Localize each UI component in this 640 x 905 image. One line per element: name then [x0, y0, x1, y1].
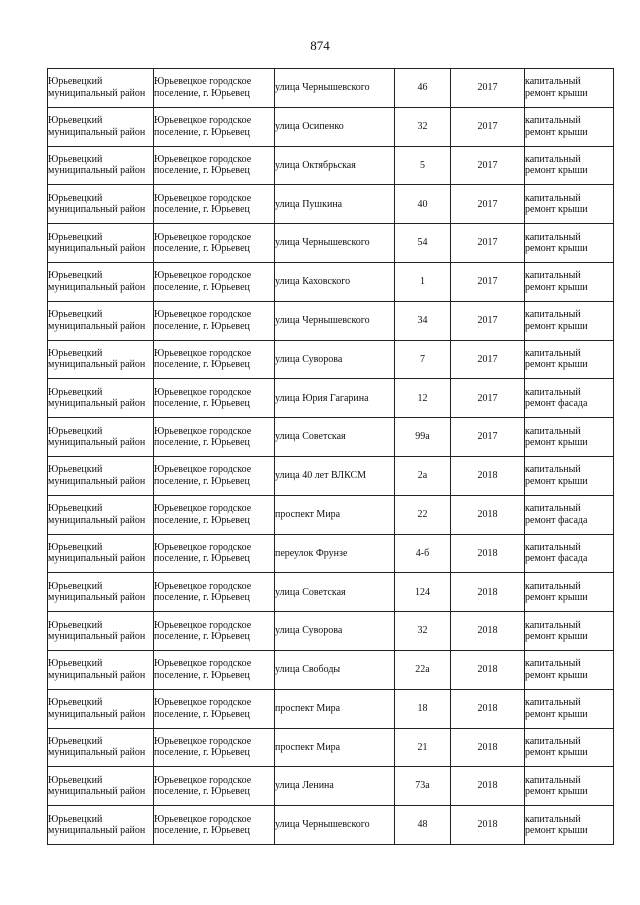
house-number-cell: 32: [395, 107, 451, 146]
district-cell: Юрьевецкий муниципальный район: [48, 418, 154, 457]
year-cell: 2017: [451, 379, 525, 418]
work-type-cell: капитальный ремонт крыши: [525, 69, 614, 108]
work-type-cell: капитальный ремонт крыши: [525, 301, 614, 340]
table-row: [48, 495, 614, 534]
settlement-cell: Юрьевецкое городское поселение, г. Юрьевец: [154, 573, 275, 612]
year-cell: 2018: [451, 806, 525, 845]
house-number-cell: 1: [395, 262, 451, 301]
year-cell: 2017: [451, 418, 525, 457]
street-cell: улица Ленина: [275, 767, 395, 806]
year-cell: 2018: [451, 650, 525, 689]
street-cell: проспект Мира: [275, 728, 395, 767]
settlement-cell: Юрьевецкое городское поселение, г. Юрьевец: [154, 379, 275, 418]
table-row: [48, 767, 614, 806]
house-number-cell: 40: [395, 185, 451, 224]
district-cell: Юрьевецкий муниципальный район: [48, 262, 154, 301]
district-cell: Юрьевецкий муниципальный район: [48, 650, 154, 689]
house-number-cell: 5: [395, 146, 451, 185]
table-row: [48, 456, 614, 495]
street-cell: улица Осипенко: [275, 107, 395, 146]
work-type-cell: капитальный ремонт крыши: [525, 146, 614, 185]
settlement-cell: Юрьевецкое городское поселение, г. Юрьевец: [154, 185, 275, 224]
house-number-cell: 7: [395, 340, 451, 379]
work-type-cell: капитальный ремонт крыши: [525, 185, 614, 224]
table-row: [48, 573, 614, 612]
house-number-cell: 18: [395, 689, 451, 728]
year-cell: 2017: [451, 301, 525, 340]
settlement-cell: Юрьевецкое городское поселение, г. Юрьевец: [154, 301, 275, 340]
street-cell: проспект Мира: [275, 689, 395, 728]
district-cell: Юрьевецкий муниципальный район: [48, 806, 154, 845]
year-cell: 2018: [451, 456, 525, 495]
house-number-cell: 21: [395, 728, 451, 767]
house-number-cell: 124: [395, 573, 451, 612]
settlement-cell: Юрьевецкое городское поселение, г. Юрьевец: [154, 495, 275, 534]
settlement-cell: Юрьевецкое городское поселение, г. Юрьевец: [154, 418, 275, 457]
table-row: [48, 806, 614, 845]
work-type-cell: капитальный ремонт крыши: [525, 689, 614, 728]
settlement-cell: Юрьевецкое городское поселение, г. Юрьевец: [154, 728, 275, 767]
district-cell: Юрьевецкий муниципальный район: [48, 456, 154, 495]
district-cell: Юрьевецкий муниципальный район: [48, 767, 154, 806]
street-cell: проспект Мира: [275, 495, 395, 534]
work-type-cell: капитальный ремонт фасада: [525, 379, 614, 418]
district-cell: Юрьевецкий муниципальный район: [48, 495, 154, 534]
work-type-cell: капитальный ремонт фасада: [525, 495, 614, 534]
work-type-cell: капитальный ремонт крыши: [525, 573, 614, 612]
district-cell: Юрьевецкий муниципальный район: [48, 146, 154, 185]
settlement-cell: Юрьевецкое городское поселение, г. Юрьевец: [154, 650, 275, 689]
street-cell: переулок Фрунзе: [275, 534, 395, 573]
table-row: [48, 379, 614, 418]
year-cell: 2017: [451, 69, 525, 108]
year-cell: 2018: [451, 495, 525, 534]
street-cell: улица Суворова: [275, 340, 395, 379]
street-cell: улица Советская: [275, 573, 395, 612]
table-row: [48, 146, 614, 185]
house-number-cell: 73а: [395, 767, 451, 806]
settlement-cell: Юрьевецкое городское поселение, г. Юрьевец: [154, 224, 275, 263]
street-cell: улица Чернышевского: [275, 69, 395, 108]
district-cell: Юрьевецкий муниципальный район: [48, 107, 154, 146]
settlement-cell: Юрьевецкое городское поселение, г. Юрьевец: [154, 767, 275, 806]
work-type-cell: капитальный ремонт крыши: [525, 107, 614, 146]
street-cell: улица Суворова: [275, 612, 395, 651]
work-type-cell: капитальный ремонт крыши: [525, 418, 614, 457]
street-cell: улица Свободы: [275, 650, 395, 689]
settlement-cell: Юрьевецкое городское поселение, г. Юрьевец: [154, 146, 275, 185]
table-row: [48, 224, 614, 263]
street-cell: улица Пушкина: [275, 185, 395, 224]
house-number-cell: 48: [395, 806, 451, 845]
table-row: [48, 301, 614, 340]
work-type-cell: капитальный ремонт крыши: [525, 612, 614, 651]
street-cell: улица Каховского: [275, 262, 395, 301]
year-cell: 2018: [451, 612, 525, 651]
house-number-cell: 22а: [395, 650, 451, 689]
district-cell: Юрьевецкий муниципальный район: [48, 728, 154, 767]
district-cell: Юрьевецкий муниципальный район: [48, 185, 154, 224]
street-cell: улица Чернышевского: [275, 224, 395, 263]
settlement-cell: Юрьевецкое городское поселение, г. Юрьевец: [154, 456, 275, 495]
work-type-cell: капитальный ремонт крыши: [525, 806, 614, 845]
table-row: [48, 689, 614, 728]
work-type-cell: капитальный ремонт крыши: [525, 262, 614, 301]
year-cell: 2017: [451, 107, 525, 146]
district-cell: Юрьевецкий муниципальный район: [48, 69, 154, 108]
house-number-cell: 32: [395, 612, 451, 651]
repair-schedule-table: [47, 68, 614, 845]
page-number: 874: [310, 38, 330, 53]
work-type-cell: капитальный ремонт фасада: [525, 534, 614, 573]
work-type-cell: капитальный ремонт крыши: [525, 767, 614, 806]
street-cell: улица Чернышевского: [275, 806, 395, 845]
work-type-cell: капитальный ремонт крыши: [525, 340, 614, 379]
work-type-cell: капитальный ремонт крыши: [525, 650, 614, 689]
house-number-cell: 12: [395, 379, 451, 418]
district-cell: Юрьевецкий муниципальный район: [48, 573, 154, 612]
district-cell: Юрьевецкий муниципальный район: [48, 301, 154, 340]
table-row: [48, 650, 614, 689]
settlement-cell: Юрьевецкое городское поселение, г. Юрьевец: [154, 612, 275, 651]
table-row: [48, 69, 614, 108]
district-cell: Юрьевецкий муниципальный район: [48, 340, 154, 379]
table-row: [48, 612, 614, 651]
settlement-cell: Юрьевецкое городское поселение, г. Юрьевец: [154, 689, 275, 728]
year-cell: 2018: [451, 573, 525, 612]
settlement-cell: Юрьевецкое городское поселение, г. Юрьевец: [154, 806, 275, 845]
year-cell: 2018: [451, 728, 525, 767]
settlement-cell: Юрьевецкое городское поселение, г. Юрьевец: [154, 340, 275, 379]
house-number-cell: 46: [395, 69, 451, 108]
district-cell: Юрьевецкий муниципальный район: [48, 612, 154, 651]
house-number-cell: 54: [395, 224, 451, 263]
work-type-cell: капитальный ремонт крыши: [525, 728, 614, 767]
year-cell: 2017: [451, 146, 525, 185]
year-cell: 2017: [451, 340, 525, 379]
street-cell: улица Юрия Гагарина: [275, 379, 395, 418]
house-number-cell: 2а: [395, 456, 451, 495]
year-cell: 2018: [451, 767, 525, 806]
house-number-cell: 22: [395, 495, 451, 534]
year-cell: 2017: [451, 262, 525, 301]
table-row: [48, 418, 614, 457]
settlement-cell: Юрьевецкое городское поселение, г. Юрьевец: [154, 107, 275, 146]
work-type-cell: капитальный ремонт крыши: [525, 224, 614, 263]
house-number-cell: 4-б: [395, 534, 451, 573]
settlement-cell: Юрьевецкое городское поселение, г. Юрьевец: [154, 262, 275, 301]
district-cell: Юрьевецкий муниципальный район: [48, 689, 154, 728]
settlement-cell: Юрьевецкое городское поселение, г. Юрьевец: [154, 69, 275, 108]
year-cell: 2018: [451, 534, 525, 573]
year-cell: 2017: [451, 185, 525, 224]
house-number-cell: 99а: [395, 418, 451, 457]
street-cell: улица Советская: [275, 418, 395, 457]
table-row: [48, 340, 614, 379]
table-row: [48, 262, 614, 301]
district-cell: Юрьевецкий муниципальный район: [48, 534, 154, 573]
table-row: [48, 185, 614, 224]
work-type-cell: капитальный ремонт крыши: [525, 456, 614, 495]
year-cell: 2018: [451, 689, 525, 728]
street-cell: улица Октябрьская: [275, 146, 395, 185]
house-number-cell: 34: [395, 301, 451, 340]
district-cell: Юрьевецкий муниципальный район: [48, 224, 154, 263]
year-cell: 2017: [451, 224, 525, 263]
district-cell: Юрьевецкий муниципальный район: [48, 379, 154, 418]
table-row: [48, 534, 614, 573]
street-cell: улица 40 лет ВЛКСМ: [275, 456, 395, 495]
table-row: [48, 728, 614, 767]
street-cell: улица Чернышевского: [275, 301, 395, 340]
settlement-cell: Юрьевецкое городское поселение, г. Юрьевец: [154, 534, 275, 573]
table-row: [48, 107, 614, 146]
